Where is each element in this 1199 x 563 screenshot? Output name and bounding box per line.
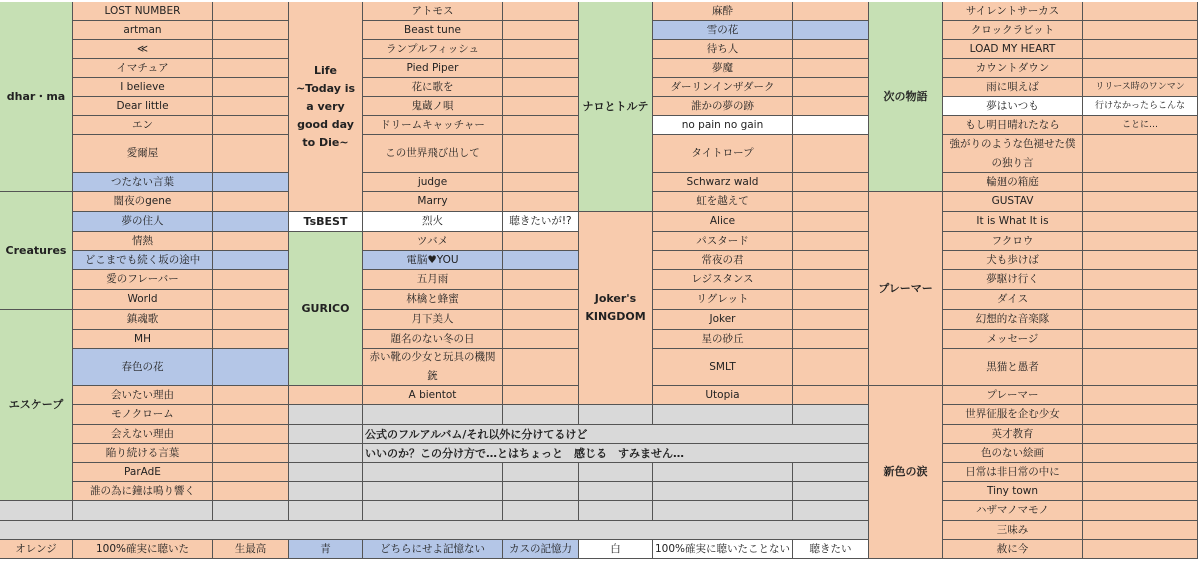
song-cell[interactable]: 赦に今	[943, 540, 1083, 559]
song-cell[interactable]: 鎮魂歌	[73, 310, 213, 330]
mark-cell	[213, 97, 289, 116]
note-line: いいのか？この分け方で…とはちょっと 感じる すみません…	[363, 444, 869, 463]
mark-cell	[793, 40, 869, 59]
song-cell[interactable]: 世界征服を企む少女	[943, 405, 1083, 425]
mark-cell	[213, 482, 289, 501]
song-cell[interactable]: artman	[73, 21, 213, 40]
song-cell[interactable]: 常夜の君	[653, 251, 793, 270]
mark-cell	[503, 59, 579, 78]
mark-cell	[1083, 540, 1198, 559]
mark-cell	[213, 310, 289, 330]
mark-cell	[1083, 232, 1198, 251]
song-cell[interactable]: Joker	[653, 310, 793, 330]
song-cell[interactable]: この世界飛び出して	[363, 135, 503, 173]
song-cell[interactable]: 英才教育	[943, 425, 1083, 444]
empty-cell	[653, 463, 793, 482]
mark-cell	[213, 444, 289, 463]
song-cell[interactable]: GUSTAV	[943, 192, 1083, 212]
mark-cell	[793, 59, 869, 78]
song-cell[interactable]: 強がりのような色褪せた僕の独り言	[943, 135, 1083, 173]
mark-cell	[793, 135, 869, 173]
note-cell: 行けなかったらこんな	[1083, 97, 1198, 116]
song-cell[interactable]: 星の砂丘	[653, 330, 793, 349]
song-cell[interactable]: リグレット	[653, 290, 793, 310]
empty-cell	[363, 405, 503, 425]
song-cell[interactable]: プレーマー	[943, 386, 1083, 405]
song-cell[interactable]: もし明日晴れたなら	[943, 116, 1083, 135]
mark-cell	[793, 78, 869, 97]
legend-cell: カスの記憶力	[503, 540, 579, 559]
song-cell[interactable]: ダーリンインザダーク	[653, 78, 793, 97]
legend-cell: オレンジ	[0, 540, 73, 559]
song-cell[interactable]: 春色の花	[73, 349, 213, 386]
song-cell[interactable]: 夢魔	[653, 59, 793, 78]
song-cell[interactable]: ツバメ	[363, 232, 503, 251]
mark-cell	[503, 251, 579, 270]
mark-cell	[503, 135, 579, 173]
legend-cell: 白	[579, 540, 653, 559]
mark-cell	[793, 270, 869, 290]
song-cell[interactable]: 待ち人	[653, 40, 793, 59]
song-cell[interactable]: Marry	[363, 192, 503, 212]
mark-cell	[1083, 40, 1198, 59]
empty-cell	[503, 482, 579, 501]
mark-cell	[503, 232, 579, 251]
song-cell[interactable]: パスタード	[653, 232, 793, 251]
song-cell[interactable]: Beast tune	[363, 21, 503, 40]
song-cell[interactable]: judge	[363, 173, 503, 192]
song-cell[interactable]: つたない言葉	[73, 173, 213, 192]
song-cell[interactable]: 色のない絵画	[943, 444, 1083, 463]
mark-cell	[213, 463, 289, 482]
mark-cell	[503, 386, 579, 405]
empty-cell	[73, 501, 213, 521]
empty-cell	[289, 463, 363, 482]
mark-cell	[213, 40, 289, 59]
song-cell[interactable]: Dear little	[73, 97, 213, 116]
empty-cell	[363, 482, 503, 501]
song-cell[interactable]: メッセージ	[943, 330, 1083, 349]
album-tsugi: 次の物語	[869, 2, 943, 192]
song-cell[interactable]: 会えない理由	[73, 425, 213, 444]
song-cell[interactable]: World	[73, 290, 213, 310]
mark-cell	[503, 270, 579, 290]
mark-cell	[213, 59, 289, 78]
song-cell[interactable]: 赤い靴の少女と玩具の機関銃	[363, 349, 503, 386]
song-cell[interactable]: 誰かの夢の跡	[653, 97, 793, 116]
empty-cell	[0, 501, 73, 521]
mark-cell	[793, 97, 869, 116]
album-escape: エスケープ	[0, 310, 73, 501]
mark-cell	[793, 212, 869, 232]
mark-cell	[1083, 463, 1198, 482]
mark-cell	[793, 349, 869, 386]
song-cell[interactable]: イマチュア	[73, 59, 213, 78]
mark-cell	[213, 330, 289, 349]
empty-cell	[289, 482, 363, 501]
album-shinshoku: 新色の涙	[869, 386, 943, 559]
mark-cell	[503, 349, 579, 386]
song-cell[interactable]: ハザマノマモノ	[943, 501, 1083, 521]
mark-cell	[1083, 212, 1198, 232]
song-cell[interactable]: 花に歌を	[363, 78, 503, 97]
mark-cell	[1083, 501, 1198, 521]
mark-cell	[503, 78, 579, 97]
mark-cell	[1083, 444, 1198, 463]
song-cell[interactable]: ランプルフィッシュ	[363, 40, 503, 59]
song-cell[interactable]: モノクローム	[73, 405, 213, 425]
mark-cell	[1083, 251, 1198, 270]
empty-cell	[0, 521, 869, 540]
album-gurico: GURICO	[289, 232, 363, 386]
empty-cell	[363, 501, 503, 521]
mark-cell	[213, 2, 289, 21]
song-cell[interactable]: ドリームキャッチャー	[363, 116, 503, 135]
album-player: プレーマー	[869, 192, 943, 386]
legend-cell: 100%確実に聴いたことない	[653, 540, 793, 559]
mark-cell	[793, 116, 869, 135]
empty-cell	[503, 501, 579, 521]
empty-cell	[579, 405, 653, 425]
song-cell[interactable]: 雪の花	[653, 21, 793, 40]
mark-cell	[213, 135, 289, 173]
song-cell[interactable]: 黒猫と愚者	[943, 349, 1083, 386]
mark-cell	[213, 425, 289, 444]
song-cell[interactable]: Alice	[653, 212, 793, 232]
legend-cell: 聴きたい	[793, 540, 869, 559]
mark-cell	[503, 2, 579, 21]
mark-cell	[1083, 386, 1198, 405]
album-tsbest: TsBEST	[289, 212, 363, 232]
mark-cell	[793, 330, 869, 349]
song-cell[interactable]: カウントダウン	[943, 59, 1083, 78]
mark-cell	[793, 310, 869, 330]
mark-cell	[213, 405, 289, 425]
song-cell[interactable]: ≪	[73, 40, 213, 59]
song-cell[interactable]: 誰の為に鐘は鳴り響く	[73, 482, 213, 501]
song-cell[interactable]: LOST NUMBER	[73, 2, 213, 21]
note-cell: リリース時のワンマン	[1083, 78, 1198, 97]
empty-cell	[289, 386, 363, 405]
song-cell[interactable]: クロックラビット	[943, 21, 1083, 40]
song-cell[interactable]: 闇夜のgene	[73, 192, 213, 212]
song-cell[interactable]: ダイス	[943, 290, 1083, 310]
song-cell[interactable]: 烈火	[363, 212, 503, 232]
song-cell[interactable]: 夢駆け行く	[943, 270, 1083, 290]
mark-cell	[213, 21, 289, 40]
legend-cell: 100%確実に聴いた	[73, 540, 213, 559]
empty-cell	[793, 482, 869, 501]
mark-cell	[1083, 349, 1198, 386]
note-cell: ことに…	[1083, 116, 1198, 135]
song-cell[interactable]: どこまでも続く坂の途中	[73, 251, 213, 270]
song-cell[interactable]: 幻想的な音楽隊	[943, 310, 1083, 330]
mark-cell	[213, 116, 289, 135]
song-cell[interactable]: 夢の住人	[73, 212, 213, 232]
mark-cell	[1083, 310, 1198, 330]
empty-cell	[653, 501, 793, 521]
mark-cell	[1083, 290, 1198, 310]
mark-cell	[213, 349, 289, 386]
mark-cell	[213, 173, 289, 192]
empty-cell	[363, 463, 503, 482]
song-cell[interactable]: no pain no gain	[653, 116, 793, 135]
mark-cell	[1083, 425, 1198, 444]
mark-cell	[503, 116, 579, 135]
song-cell[interactable]: 愛爾屋	[73, 135, 213, 173]
song-cell[interactable]: 夢はいつも	[943, 97, 1083, 116]
empty-cell	[289, 444, 363, 463]
legend-cell: どちらにせよ記憶ない	[363, 540, 503, 559]
empty-cell	[289, 425, 363, 444]
song-cell[interactable]: 犬も歩けば	[943, 251, 1083, 270]
empty-cell	[289, 501, 363, 521]
mark-cell	[503, 192, 579, 212]
song-cell[interactable]: LOAD MY HEART	[943, 40, 1083, 59]
mark-cell	[503, 97, 579, 116]
mark-cell	[1083, 2, 1198, 21]
song-cell[interactable]: タイトロープ	[653, 135, 793, 173]
mark-cell	[1083, 135, 1198, 173]
mark-cell	[213, 386, 289, 405]
mark-cell	[793, 386, 869, 405]
mark-cell	[1083, 330, 1198, 349]
song-cell[interactable]: 輪廻の箱庭	[943, 173, 1083, 192]
song-cell[interactable]: It is What It is	[943, 212, 1083, 232]
mark-cell	[1083, 59, 1198, 78]
album-creatures: Creatures	[0, 192, 73, 310]
mark-cell	[213, 192, 289, 212]
album-life: Life ~Today is a very good day to Die~	[289, 2, 363, 212]
mark-cell	[793, 290, 869, 310]
empty-cell	[579, 463, 653, 482]
song-cell[interactable]: 鬼蔵ノ唄	[363, 97, 503, 116]
legend-cell: 青	[289, 540, 363, 559]
note-line: 公式のフルアルバム/それ以外に分けてるけど	[363, 425, 869, 444]
mark-cell	[1083, 173, 1198, 192]
song-cell[interactable]: 月下美人	[363, 310, 503, 330]
mark-cell	[1083, 405, 1198, 425]
song-cell[interactable]: I believe	[73, 78, 213, 97]
song-cell[interactable]: Utopia	[653, 386, 793, 405]
mark-cell	[793, 232, 869, 251]
empty-cell	[653, 482, 793, 501]
mark-cell	[793, 21, 869, 40]
song-cell[interactable]: 電脳♥YOU	[363, 251, 503, 270]
mark-cell	[1083, 21, 1198, 40]
empty-cell	[793, 463, 869, 482]
mark-cell	[503, 40, 579, 59]
mark-cell	[503, 173, 579, 192]
mark-cell	[793, 251, 869, 270]
mark-cell	[213, 290, 289, 310]
mark-cell	[793, 173, 869, 192]
song-cell[interactable]: 情熱	[73, 232, 213, 251]
mark-cell	[213, 270, 289, 290]
mark-cell	[793, 192, 869, 212]
song-cell[interactable]: Schwarz wald	[653, 173, 793, 192]
song-cell[interactable]: 愛のフレーバー	[73, 270, 213, 290]
song-cell[interactable]: 麻酔	[653, 2, 793, 21]
mark-cell	[793, 2, 869, 21]
song-cell[interactable]: Tiny town	[943, 482, 1083, 501]
empty-cell	[503, 405, 579, 425]
song-cell[interactable]: 題名のない冬の日	[363, 330, 503, 349]
empty-cell	[579, 482, 653, 501]
song-cell[interactable]: MH	[73, 330, 213, 349]
mark-cell	[503, 330, 579, 349]
song-cell[interactable]: 会いたい理由	[73, 386, 213, 405]
album-naro: ナロとトルテ	[579, 2, 653, 212]
song-cell[interactable]: 雨に唄えば	[943, 78, 1083, 97]
empty-cell	[653, 405, 793, 425]
song-cell[interactable]: 三味み	[943, 521, 1083, 540]
song-cell[interactable]: エン	[73, 116, 213, 135]
empty-cell	[213, 501, 289, 521]
song-cell[interactable]: フクロウ	[943, 232, 1083, 251]
album-jokers: Joker's KINGDOM	[579, 212, 653, 405]
mark-cell	[213, 232, 289, 251]
empty-cell	[289, 405, 363, 425]
mark-cell	[503, 290, 579, 310]
mark-cell	[1083, 482, 1198, 501]
mark-cell	[213, 251, 289, 270]
song-cell[interactable]: サイレントサーカス	[943, 2, 1083, 21]
song-cell[interactable]: 虹を越えて	[653, 192, 793, 212]
song-cell[interactable]: 五月雨	[363, 270, 503, 290]
mark-cell	[1083, 521, 1198, 540]
song-cell[interactable]: 林檎と蜂蜜	[363, 290, 503, 310]
mark-cell	[213, 212, 289, 232]
song-cell[interactable]: アトモス	[363, 2, 503, 21]
legend-cell: 生最高	[213, 540, 289, 559]
mark-cell	[1083, 192, 1198, 212]
empty-cell	[579, 501, 653, 521]
empty-cell	[503, 463, 579, 482]
mark-cell	[503, 310, 579, 330]
empty-cell	[793, 501, 869, 521]
song-cell[interactable]: レジスタンス	[653, 270, 793, 290]
mark-cell	[503, 21, 579, 40]
empty-cell	[793, 405, 869, 425]
song-cell[interactable]: SMLT	[653, 349, 793, 386]
song-cell[interactable]: 陥り続ける言葉	[73, 444, 213, 463]
song-cell[interactable]: ParAdE	[73, 463, 213, 482]
note-cell: 聴きたいが!?	[503, 212, 579, 232]
mark-cell	[1083, 270, 1198, 290]
mark-cell	[213, 78, 289, 97]
song-cell[interactable]: 日常は非日常の中に	[943, 463, 1083, 482]
song-cell[interactable]: A bientot	[363, 386, 503, 405]
album-dharma: dhar・ma	[0, 2, 73, 192]
song-cell[interactable]: Pied Piper	[363, 59, 503, 78]
